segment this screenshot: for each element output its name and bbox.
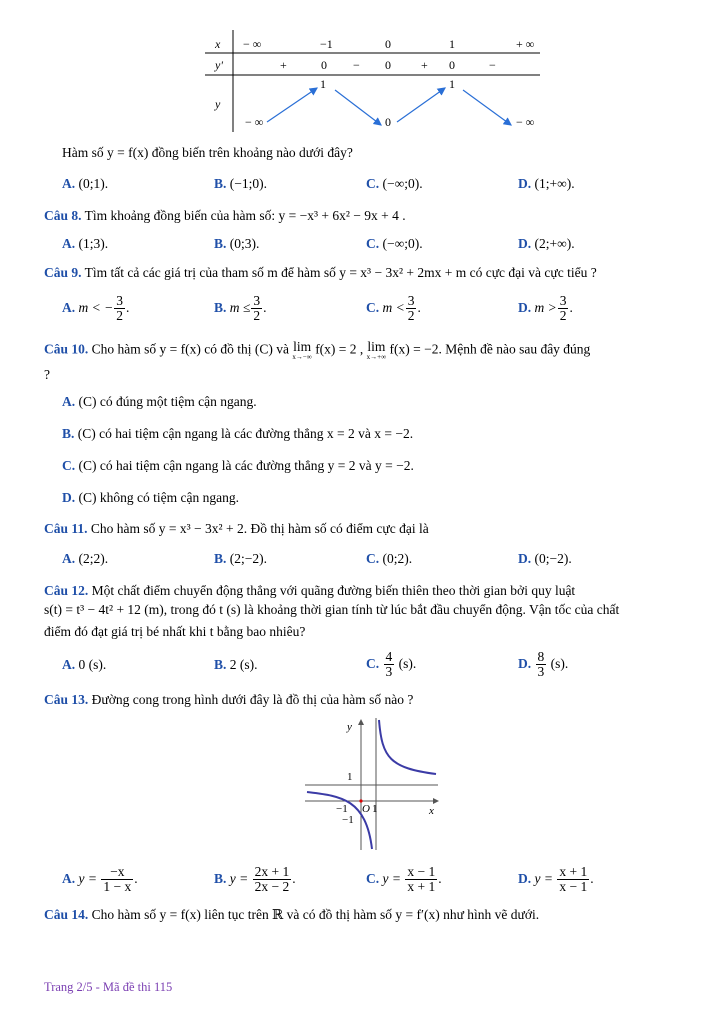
option-b[interactable]: B. (0;3). <box>214 236 260 251</box>
option-c[interactable]: C. y = $\frac{x - 1}{x + 1}$ . <box>366 864 442 895</box>
option-d[interactable]: D. y = $\frac{x + 1}{x - 1}$ . <box>518 864 594 895</box>
table-x-label: x <box>215 37 221 51</box>
q10-number: Câu 10. <box>44 341 89 357</box>
q14-question <box>44 907 539 923</box>
y-val: 1 <box>320 77 326 91</box>
limit-minus-inf: lim x→−∞ <box>292 339 312 361</box>
q9-question <box>44 265 597 281</box>
option-b[interactable]: B. (C) có hai tiệm cận ngang là các đường thẳng x = 2 và x = −2. <box>62 426 414 441</box>
option-d[interactable]: D. m > $\frac{3}{2}$ . <box>518 293 573 324</box>
yp-val: + <box>421 58 428 72</box>
option-b[interactable]: B. m ≤ $\frac{3}{2}$ . <box>214 293 267 324</box>
limit-plus-inf: lim x→+∞ <box>366 339 387 361</box>
arrow-down <box>463 90 511 125</box>
option-d[interactable]: D. $\frac{8}{3}$ (s). <box>518 649 569 680</box>
option-d[interactable]: D. (0;−2). <box>518 551 572 566</box>
option-c[interactable]: C. m < $\frac{3}{2}$ . <box>366 293 421 324</box>
option-b[interactable]: B. 2 (s). <box>214 657 258 672</box>
graph-one-x: 1 <box>372 803 378 815</box>
option-c[interactable]: C. (C) có hai tiệm cận ngang là các đường thẳng y = 2 và y = −2. <box>62 458 414 473</box>
yp-val: − <box>489 58 496 72</box>
q13-question <box>44 692 413 708</box>
q14-stem: Cho hàm số y = f(x) liên tục trên ℝ và có đồ thị hàm số y = f′(x) như hình vẽ dưới. <box>91 907 540 922</box>
table-y-label: y <box>215 97 221 111</box>
option-c[interactable]: C. (0;2). <box>366 551 413 566</box>
q12-number: Câu 12. <box>44 583 89 598</box>
q11-stem: Cho hàm số y = x³ − 3x² + 2. Đồ thị hàm số có điểm cực đại là <box>90 521 429 536</box>
x-val: −1 <box>320 37 333 51</box>
origin-point <box>359 799 362 802</box>
q11-question <box>44 521 429 537</box>
q11-number: Câu 11. <box>44 521 88 536</box>
yp-val: 0 <box>321 58 327 72</box>
graph-y-label: y <box>347 721 352 733</box>
option-d[interactable]: D. (1;+∞). <box>518 176 575 191</box>
y-val: 0 <box>385 115 391 129</box>
option-b[interactable]: B. y = $\frac{2x + 1}{2x - 2}$ . <box>214 864 296 895</box>
hyperbola-graph <box>300 714 445 854</box>
q10-question: Câu 10. Cho hàm số y = f(x) có đồ thị (C) và lim x→−∞ f(x) = 2 , lim x→+∞ f(x) = −2. Mệnh đề nào sau đây đúng <box>44 339 591 361</box>
option-a[interactable]: A. 0 (s). <box>62 657 107 672</box>
graph-neg-one-x: −1 <box>336 803 348 815</box>
y-val: − ∞ <box>245 115 264 129</box>
x-val: − ∞ <box>243 37 262 51</box>
q12-line2: s(t) = t³ − 4t² + 12 (m), trong đó t (s) là khoảng thời gian tính từ lúc bắt đầu chuyển động. Vận tốc của chất <box>44 602 620 617</box>
graph-x-label: x <box>429 805 434 817</box>
option-a[interactable]: A. m < − $\frac{3}{2}$ . <box>62 293 130 324</box>
option-a[interactable]: A. (C) có đúng một tiệm cận ngang. <box>62 394 257 409</box>
page-footer: Trang 2/5 - Mã đề thi 115 <box>44 980 173 994</box>
q9-number: Câu 9. <box>44 265 82 280</box>
y-val: 1 <box>449 77 455 91</box>
yp-val: 0 <box>449 58 455 72</box>
q7-stem: Hàm số y = f(x) đồng biến trên khoảng nào dưới đây? <box>62 145 353 160</box>
x-val: 1 <box>449 37 455 51</box>
arrow-up <box>397 88 445 122</box>
option-a[interactable]: A. (2;2). <box>62 551 109 566</box>
q8-number: Câu 8. <box>44 208 82 223</box>
yp-val: + <box>280 58 287 72</box>
graph-origin: O <box>362 803 370 815</box>
arrow-down <box>335 90 381 125</box>
yp-val: − <box>353 58 360 72</box>
option-d[interactable]: D. (C) không có tiệm cận ngang. <box>62 490 239 505</box>
y-val: − ∞ <box>516 115 535 129</box>
q13-number: Câu 13. <box>44 692 89 707</box>
q14-number: Câu 14. <box>44 907 89 922</box>
q12-question: Câu 12. Một chất điểm chuyển động thẳng với quãng đường biến thiên theo thời gian bởi quy luật <box>44 583 576 598</box>
option-c[interactable]: C. (−∞;0). <box>366 176 423 191</box>
q8-question <box>44 208 406 224</box>
q13-stem: Đường cong trong hình dưới đây là đồ thị của hàm số nào ? <box>91 692 414 707</box>
q9-stem: Tìm tất cả các giá trị của tham số m để hàm số y = x³ − 3x² + 2mx + m có cực đại và cực tiểu ? <box>84 265 597 280</box>
arrow-up <box>267 88 317 122</box>
option-c[interactable]: C. $\frac{4}{3}$ (s). <box>366 649 417 680</box>
option-a[interactable]: A. (1;3). <box>62 236 109 251</box>
table-yp-label: y' <box>215 58 223 72</box>
graph-neg-one-y: −1 <box>342 814 354 826</box>
option-b[interactable]: B. (2;−2). <box>214 551 267 566</box>
option-a[interactable]: A. (0;1). <box>62 176 109 191</box>
option-b[interactable]: B. (−1;0). <box>214 176 267 191</box>
x-val: 0 <box>385 37 391 51</box>
option-c[interactable]: C. (−∞;0). <box>366 236 423 251</box>
variation-table <box>205 30 545 135</box>
curve-right-branch <box>379 720 436 774</box>
x-val: + ∞ <box>516 37 535 51</box>
q10-stem-end: ? <box>44 367 50 382</box>
q8-stem: Tìm khoảng đồng biến của hàm số: y = −x³ + 6x² − 9x + 4 . <box>84 208 406 223</box>
yp-val: 0 <box>385 58 391 72</box>
option-d[interactable]: D. (2;+∞). <box>518 236 575 251</box>
q12-line3: điểm đó đạt giá trị bé nhất khi t bằng bao nhiêu? <box>44 624 306 639</box>
graph-one-y: 1 <box>347 771 353 783</box>
option-a[interactable]: A. y = $\frac{-x}{1 - x}$ . <box>62 864 138 895</box>
